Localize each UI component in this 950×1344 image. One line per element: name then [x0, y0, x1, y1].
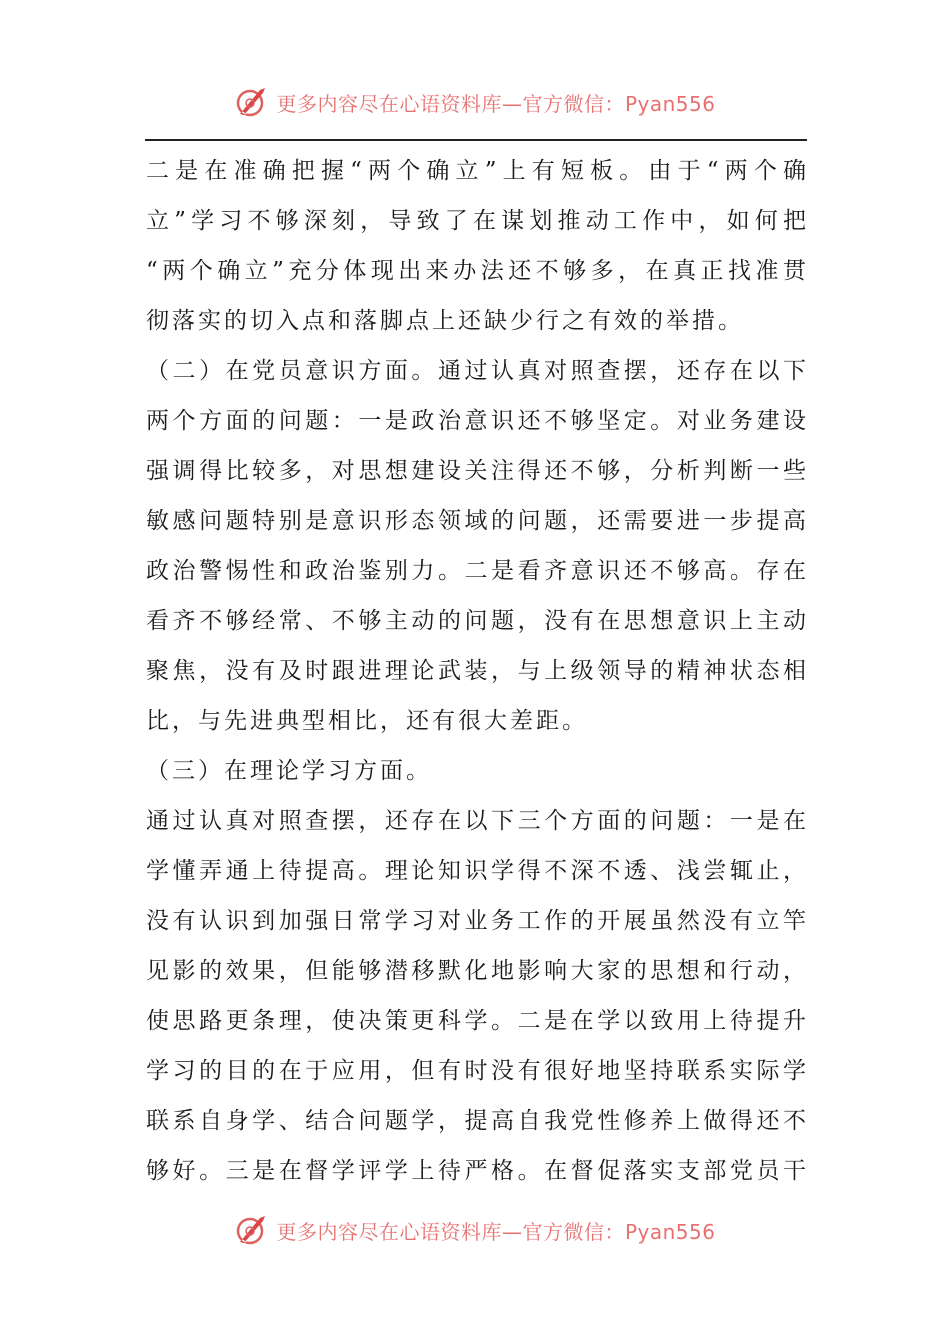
text-line: 看齐不够经常、不够主动的问题，没有在思想意识上主动 [146, 608, 806, 634]
section-heading-2: （二）在党员意识方面。通过认真对照查摆，还存在以下 [146, 358, 806, 384]
quill-logo-icon [234, 84, 270, 120]
text-line: 学习的目的在于应用，但有时没有很好地坚持联系实际学 [146, 1058, 806, 1084]
header-rule [145, 139, 807, 141]
text-line: 没有认识到加强日常学习对业务工作的开展虽然没有立竿 [146, 908, 806, 934]
text-line: 联系自身学、结合问题学，提高自我党性修养上做得还不 [146, 1108, 806, 1134]
section-heading-3: （三）在理论学习方面。 [146, 758, 432, 784]
text-line: 政治警惕性和政治鉴别力。二是看齐意识还不够高。存在 [146, 558, 806, 584]
text-line: 敏感问题特别是意识形态领域的问题，还需要进一步提高 [146, 508, 806, 534]
text-line: 见影的效果，但能够潜移默化地影响大家的思想和行动， [146, 958, 806, 984]
text-line: 比，与先进典型相比，还有很大差距。 [146, 708, 588, 734]
text-line: 通过认真对照查摆，还存在以下三个方面的问题：一是在 [146, 808, 806, 834]
text-line: 立”学习不够深刻，导致了在谋划推动工作中，如何把 [146, 208, 806, 234]
footer-watermark-text: 更多内容尽在心语资料库—官方微信：Pyan556 [276, 1219, 716, 1244]
text-line: 强调得比较多，对思想建设关注得还不够，分析判断一些 [146, 458, 806, 484]
text-line: “两个确立”充分体现出来办法还不够多，在真正找准贯 [146, 258, 806, 284]
footer-watermark [0, 1210, 950, 1250]
text-line: 彻落实的切入点和落脚点上还缺少行之有效的举措。 [146, 308, 744, 334]
text-line: 学懂弄通上待提高。理论知识学得不深不透、浅尝辄止， [146, 858, 806, 884]
header-watermark-text: 更多内容尽在心语资料库—官方微信：Pyan556 [276, 91, 716, 116]
text-line: 使思路更条理，使决策更科学。二是在学以致用上待提升 [146, 1008, 806, 1034]
text-line: 够好。三是在督学评学上待严格。在督促落实支部党员干 [146, 1158, 806, 1184]
text-line: 两个方面的问题：一是政治意识还不够坚定。对业务建设 [146, 408, 806, 434]
text-line: 二是在准确把握“两个确立”上有短板。由于“两个确 [146, 158, 806, 184]
text-line: 聚焦，没有及时跟进理论武装，与上级领导的精神状态相 [146, 658, 806, 684]
quill-logo-icon [234, 1212, 270, 1248]
document-body [146, 146, 806, 1196]
header-watermark [0, 82, 950, 122]
